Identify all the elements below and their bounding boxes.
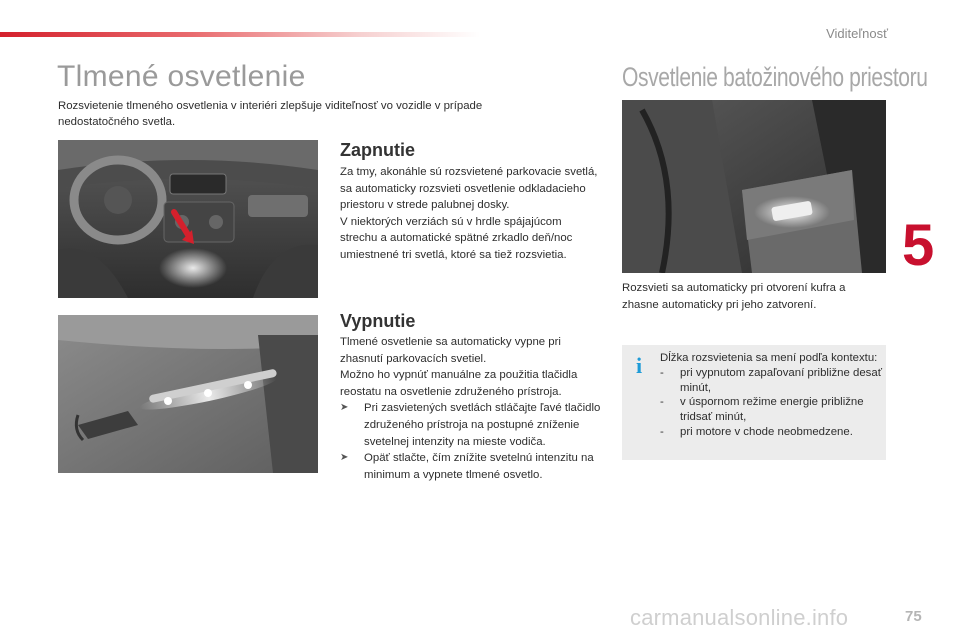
info-intro: Dĺžka rozsvietenia sa mení podľa kontextu:	[660, 352, 878, 364]
list-item: - pri vypnutom zapaľovaní približne desať minút,	[660, 366, 882, 394]
list-item: - pri motore v chode neobmedzene.	[660, 425, 853, 438]
section-title: Viditeľnosť	[826, 26, 888, 41]
on-paragraph-2: V niektorých verziách sú v hrdle spájajúcom strechu a automatické spätné zrkadlo deň/noc umiestnené tri svetlá, ktoré sa tiež rozsvietia.	[340, 215, 573, 261]
section-heading-off: Vypnutie	[340, 311, 416, 331]
info-box	[622, 345, 886, 460]
off-description	[340, 334, 602, 483]
bullet-item: ➤ Pri zasvietených svetlách stláčajte ľavé tlačidlo združeného prístroja na postupné zníženie svetelnej intenzity na mieste vodiča.	[340, 400, 602, 450]
watermark: carmanualsonline.info	[630, 605, 849, 630]
on-description	[340, 164, 600, 264]
dashboard-photo	[58, 140, 318, 298]
bullet-item: ➤ Opäť stlačte, čím znížite svetelnú intenzitu na minimum a vypnete tlmené osvetlo.	[340, 450, 602, 483]
list-item: - v úspornom režime energie približne tridsať minút,	[660, 396, 864, 424]
info-text	[660, 351, 882, 440]
page-number: 75	[905, 608, 922, 625]
page-title: Tlmené osvetlenie	[57, 60, 306, 93]
trunk-section-title: Osvetlenie batožinového priestoru	[622, 62, 928, 92]
trunk-light-photo	[622, 100, 886, 273]
info-icon: i	[636, 353, 643, 378]
header-accent-bar	[0, 32, 480, 37]
arrow-bullet-icon: ➤	[340, 452, 349, 464]
ceiling-lights-photo	[58, 315, 318, 473]
off-paragraph-1: Tlmené osvetlenie sa automaticky vypne pri zhasnutí parkovacích svetiel.	[340, 336, 561, 365]
section-heading-on: Zapnutie	[340, 140, 415, 160]
intro-paragraph: Rozsvietenie tlmeného osvetlenia v interiéri zlepšuje viditeľnosť vo vozidle v prípade nedostatočného svetla.	[58, 100, 483, 128]
off-paragraph-2: Možno ho vypnúť manuálne za použitia tlačidla reostatu na osvetlenie združeného prístroja.	[340, 369, 578, 398]
chapter-number: 5	[902, 213, 935, 278]
arrow-bullet-icon: ➤	[340, 402, 349, 414]
trunk-description: Rozsvieti sa automaticky pri otvorení kufra a zhasne automaticky pri jeho zatvorení.	[622, 282, 846, 311]
on-paragraph-1: Za tmy, akonáhle sú rozsvietené parkovacie svetlá, sa automaticky rozsvieti osvetlenie odkladacieho priestoru v strede palubnej dosky.	[340, 166, 598, 212]
